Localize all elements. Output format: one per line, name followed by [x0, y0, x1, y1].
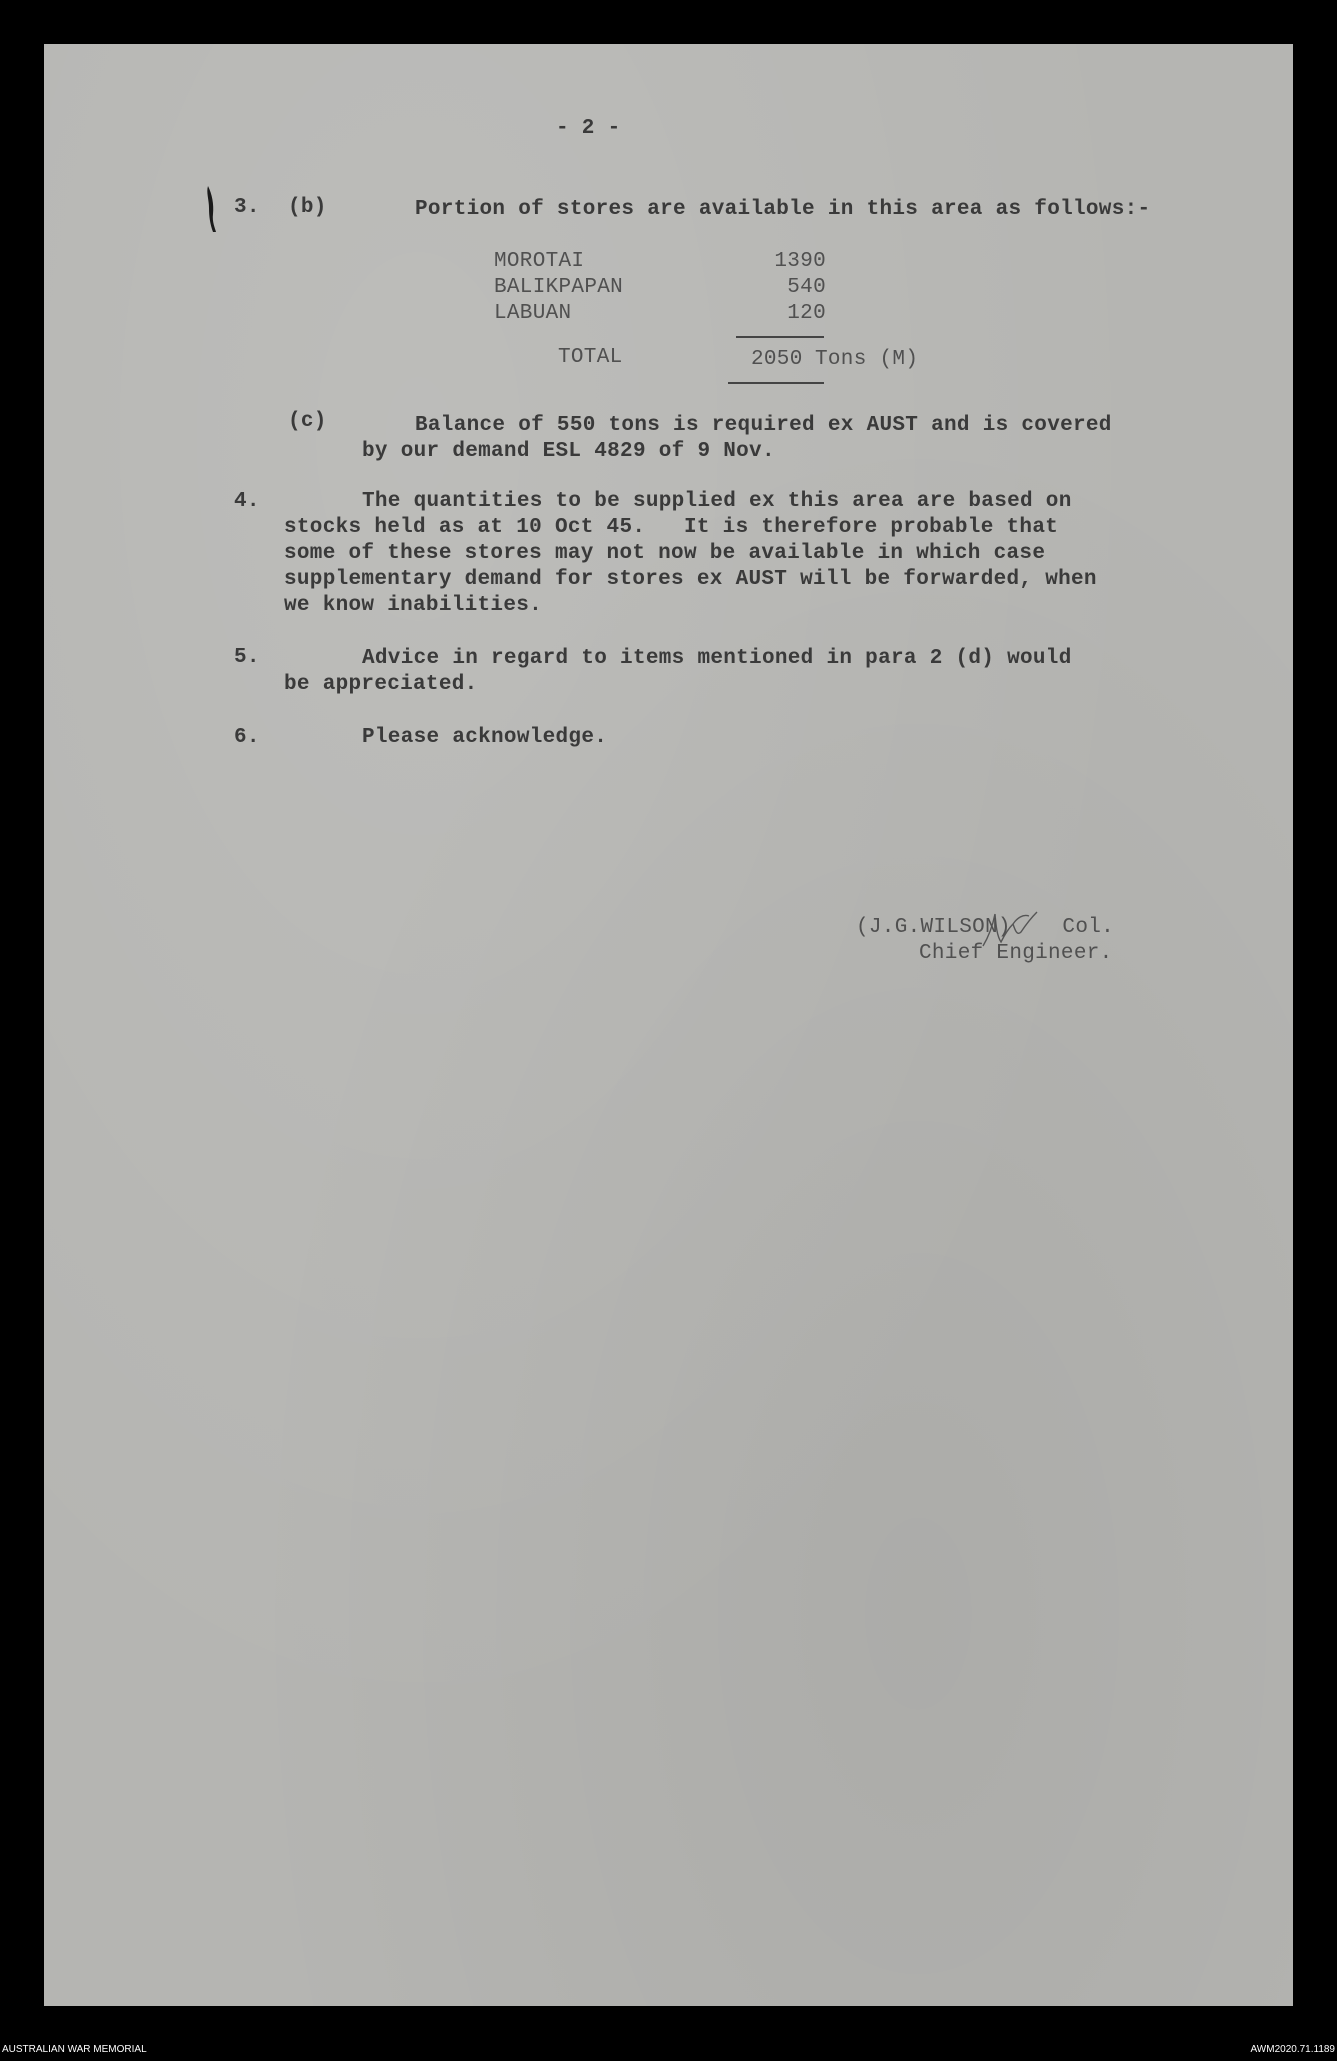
para4-line2: stocks held as at 10 Oct 45. It is therefore probable that [284, 516, 1059, 539]
total-unit: Tons (M) [815, 348, 919, 371]
para3-number: 3. [234, 196, 260, 219]
ink-blot-mark [204, 184, 218, 234]
page-number: - 2 - [556, 117, 621, 140]
para6-text: Please acknowledge. [362, 726, 608, 749]
para3-c-line1: Balance of 550 tons is required ex AUST and is covered [415, 414, 1112, 437]
subtotal-rule [736, 336, 824, 338]
footer-institution: AUSTRALIAN WAR MEMORIAL [2, 2044, 147, 2055]
total-value: 2050 [751, 348, 803, 371]
para3-c-line2: by our demand ESL 4829 of 9 Nov. [362, 440, 775, 463]
para6-number: 6. [234, 726, 260, 749]
para3-sub-b: (b) [288, 196, 327, 219]
table-place-2: BALIKPAPAN [494, 276, 624, 299]
para5-line1: Advice in regard to items mentioned in para 2 (d) would [362, 647, 1072, 670]
para3-sub-c: (c) [288, 410, 327, 433]
para4-line5: we know inabilities. [284, 594, 543, 617]
signature-name-line: (J.G.WILSON) Col. [856, 916, 1115, 939]
para5-number: 5. [234, 646, 260, 669]
document-page [44, 44, 1293, 2006]
table-qty-3: 120 [787, 302, 826, 325]
table-qty-1: 1390 [774, 250, 826, 273]
table-qty-2: 540 [787, 276, 826, 299]
total-rule [728, 382, 824, 384]
para4-line3: some of these stores may not now be available in which case [284, 542, 1046, 565]
table-place-1: MOROTAI [494, 250, 585, 273]
para4-line4: supplementary demand for stores ex AUST will be forwarded, when [284, 568, 1097, 591]
para4-number: 4. [234, 490, 260, 513]
signature-title-line: Chief Engineer. [919, 942, 1113, 965]
para3-intro: Portion of stores are available in this area as follows:- [415, 198, 1151, 221]
total-label: TOTAL [558, 346, 623, 369]
para5-line2: be appreciated. [284, 673, 478, 696]
table-place-3: LABUAN [494, 302, 572, 325]
para4-line1: The quantities to be supplied ex this area are based on [362, 490, 1072, 513]
footer-accession-number: AWM2020.71.1189 [1250, 2044, 1335, 2055]
